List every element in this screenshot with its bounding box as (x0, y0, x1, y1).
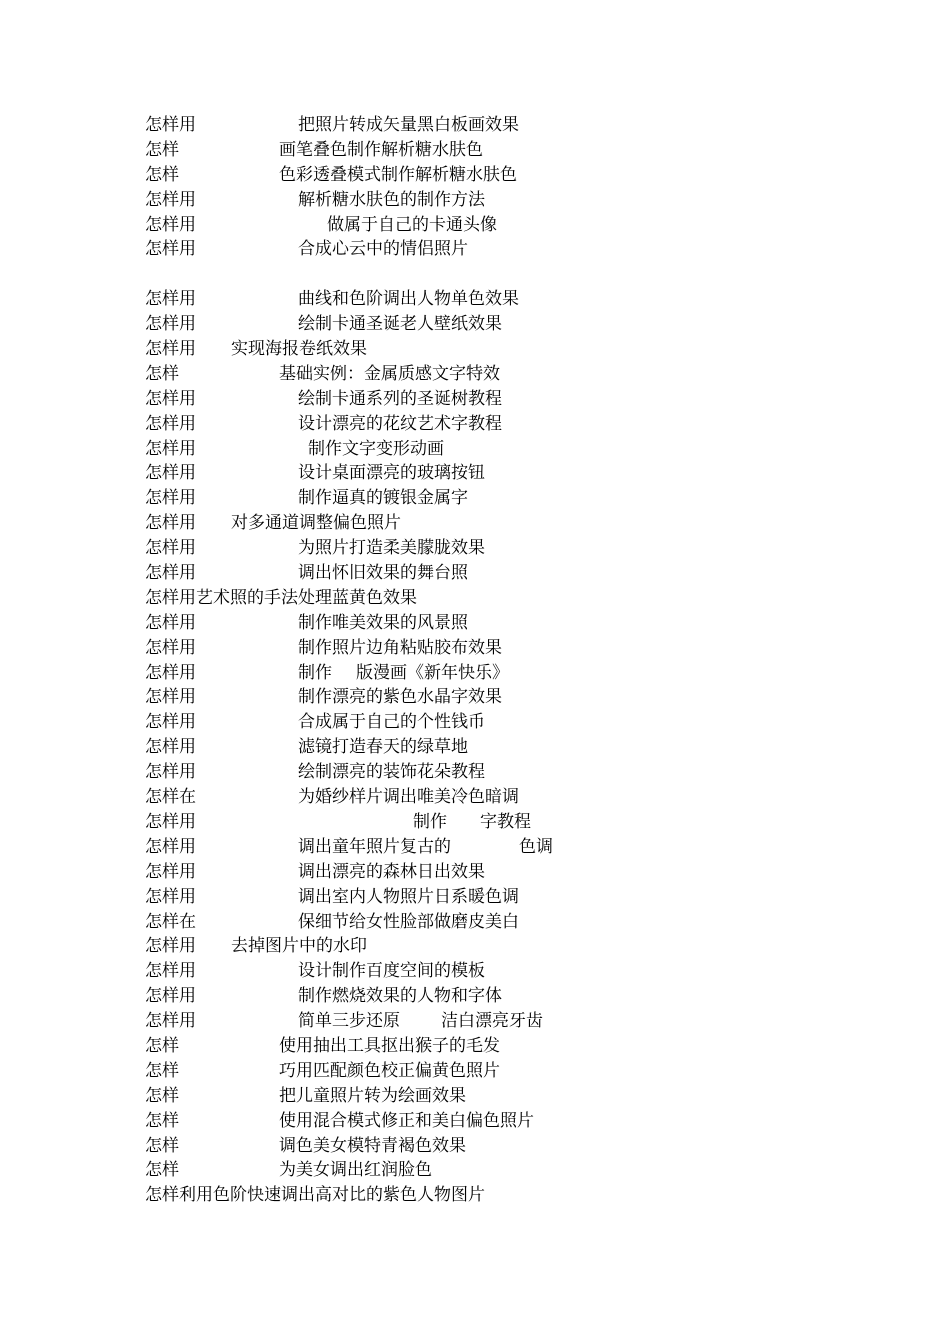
line-title: 调出漂亮的森林日出效果 (298, 861, 485, 882)
line-title: 制作漂亮的紫色水晶字效果 (298, 687, 502, 708)
tutorial-line (145, 1009, 905, 1034)
line-prefix: 怎样利用色阶快速调出高对比的紫色人物图片 (145, 1185, 485, 1206)
line-prefix: 怎样用 (145, 115, 196, 135)
tutorial-line (145, 387, 905, 412)
tutorial-line (145, 511, 905, 536)
tutorial-line (145, 636, 905, 661)
line-title: 对多通道调整偏色照片 (231, 513, 401, 534)
line-title-tail: 洁白漂亮牙齿 (441, 1011, 543, 1032)
line-title: 实现海报卷纸效果 (231, 339, 367, 360)
line-title: 设计桌面漂亮的玻璃按钮 (298, 463, 485, 484)
line-title: 为美女调出红润脸色 (279, 1160, 432, 1181)
tutorial-line (145, 1059, 905, 1084)
tutorial-line (145, 337, 905, 362)
line-title: 解析糖水肤色的制作方法 (298, 189, 485, 210)
line-prefix: 怎样用 (145, 1011, 196, 1032)
tutorial-title-list (145, 113, 905, 1208)
tutorial-line (145, 486, 905, 511)
line-prefix: 怎样用 (145, 289, 196, 310)
line-prefix: 怎样用 (145, 936, 196, 957)
line-title: 绘制卡通系列的圣诞树教程 (298, 388, 502, 409)
line-prefix: 怎样用 (145, 836, 196, 857)
line-title: 使用混合模式修正和美白偏色照片 (279, 1110, 534, 1131)
line-prefix: 怎样用 (145, 538, 196, 559)
tutorial-line (145, 661, 905, 686)
line-title: 制作 (413, 811, 447, 832)
tutorial-line (145, 312, 905, 337)
line-prefix: 怎样用 (145, 513, 196, 534)
tutorial-line (145, 735, 905, 760)
line-prefix: 怎样用 (145, 214, 196, 235)
line-prefix: 怎样用 (145, 339, 196, 360)
tutorial-line (145, 536, 905, 561)
tutorial-line (145, 860, 905, 885)
line-prefix: 怎样用 (145, 563, 196, 584)
line-title: 调出怀旧效果的舞台照 (298, 563, 468, 584)
blank-line (145, 262, 905, 287)
line-title: 色彩透叠模式制作解析糖水肤色 (279, 164, 517, 185)
tutorial-line (145, 835, 905, 860)
line-prefix: 怎样用 (145, 239, 196, 260)
tutorial-line (145, 984, 905, 1009)
line-prefix: 怎样用 (145, 961, 196, 982)
line-title: 去掉图片中的水印 (231, 936, 367, 957)
line-title: 滤镜打造春天的绿草地 (298, 737, 468, 758)
line-title: 合成属于自己的个性钱币 (298, 712, 485, 733)
tutorial-line (145, 885, 905, 910)
line-prefix: 怎样用 (145, 986, 196, 1007)
tutorial-line (145, 437, 905, 462)
line-title: 设计漂亮的花纹艺术字教程 (298, 413, 502, 434)
line-prefix: 怎样用 (145, 463, 196, 484)
line-title: 巧用匹配颜色校正偏黄色照片 (279, 1060, 500, 1081)
line-title: 使用抽出工具抠出猴子的毛发 (279, 1035, 500, 1056)
line-title: 做属于自己的卡通头像 (327, 214, 497, 235)
line-title: 曲线和色阶调出人物单色效果 (298, 289, 519, 310)
line-title: 调出室内人物照片日系暖色调 (298, 886, 519, 907)
line-prefix: 怎样 (145, 1035, 179, 1056)
line-prefix: 怎样用 (145, 737, 196, 758)
tutorial-line (145, 213, 905, 238)
line-prefix: 怎样用 (145, 861, 196, 882)
tutorial-line (145, 959, 905, 984)
line-prefix: 怎样用艺术照的手法处理蓝黄色效果 (145, 587, 417, 608)
line-title: 把儿童照片转为绘画效果 (279, 1085, 466, 1106)
tutorial-line (145, 710, 905, 735)
line-title: 为照片打造柔美朦胧效果 (298, 538, 485, 559)
line-prefix: 怎样用 (145, 388, 196, 409)
tutorial-line (145, 287, 905, 312)
line-title: 制作逼真的镀银金属字 (298, 488, 468, 509)
line-prefix: 怎样用 (145, 637, 196, 658)
line-title: 为婚纱样片调出唯美冷色暗调 (298, 787, 519, 808)
line-prefix: 怎样 (145, 363, 179, 384)
line-prefix: 怎样 (145, 1085, 179, 1106)
tutorial-line (145, 760, 905, 785)
tutorial-line (145, 1134, 905, 1159)
line-title: 调出童年照片复古的 (298, 836, 451, 857)
tutorial-line (145, 188, 905, 213)
line-prefix: 怎样用 (145, 811, 196, 832)
line-title: 制作照片边角粘贴胶布效果 (298, 637, 502, 658)
line-title: 设计制作百度空间的模板 (298, 961, 485, 982)
tutorial-line (145, 412, 905, 437)
line-title: 把照片转成矢量黑白板画效果 (298, 115, 519, 135)
line-prefix: 怎样用 (145, 712, 196, 733)
tutorial-line (145, 138, 905, 163)
line-title-tail: 字教程 (480, 811, 531, 832)
tutorial-line (145, 1158, 905, 1183)
line-title: 保细节给女性脸部做磨皮美白 (298, 911, 519, 932)
line-prefix: 怎样用 (145, 762, 196, 783)
line-prefix: 怎样用 (145, 488, 196, 509)
line-title: 绘制卡通圣诞老人壁纸效果 (298, 314, 502, 335)
line-prefix: 怎样 (145, 1110, 179, 1131)
tutorial-line (145, 785, 905, 810)
tutorial-line (145, 461, 905, 486)
line-prefix: 怎样 (145, 139, 179, 160)
line-title-tail: 版漫画《新年快乐》 (356, 662, 509, 683)
tutorial-line (145, 586, 905, 611)
line-prefix: 怎样 (145, 1135, 179, 1156)
line-prefix: 怎样用 (145, 189, 196, 210)
line-prefix: 怎样 (145, 164, 179, 185)
line-prefix: 怎样用 (145, 662, 196, 683)
line-title: 制作文字变形动画 (308, 438, 444, 459)
line-title: 调色美女模特青褐色效果 (279, 1135, 466, 1156)
tutorial-line (145, 1084, 905, 1109)
line-title: 合成心云中的情侣照片 (298, 239, 468, 260)
line-prefix: 怎样用 (145, 886, 196, 907)
tutorial-line (145, 113, 905, 138)
line-prefix: 怎样在 (145, 911, 196, 932)
line-prefix: 怎样在 (145, 787, 196, 808)
line-title: 基础实例：金属质感文字特效 (279, 363, 500, 384)
line-prefix: 怎样 (145, 1060, 179, 1081)
tutorial-line (145, 1109, 905, 1134)
line-prefix: 怎样用 (145, 438, 196, 459)
tutorial-line (145, 1034, 905, 1059)
tutorial-line (145, 1183, 905, 1208)
line-title-tail: 色调 (519, 836, 553, 857)
line-prefix: 怎样 (145, 1160, 179, 1181)
tutorial-line (145, 910, 905, 935)
tutorial-line (145, 237, 905, 262)
tutorial-line (145, 810, 905, 835)
tutorial-line (145, 362, 905, 387)
line-title: 绘制漂亮的装饰花朵教程 (298, 762, 485, 783)
line-title: 画笔叠色制作解析糖水肤色 (279, 139, 483, 160)
line-prefix: 怎样用 (145, 687, 196, 708)
line-title: 简单三步还原 (298, 1011, 400, 1032)
tutorial-line (145, 611, 905, 636)
line-prefix: 怎样用 (145, 413, 196, 434)
line-prefix: 怎样用 (145, 612, 196, 633)
line-title: 制作 (298, 662, 332, 683)
line-prefix: 怎样用 (145, 314, 196, 335)
tutorial-line (145, 561, 905, 586)
line-title: 制作唯美效果的风景照 (298, 612, 468, 633)
tutorial-line (145, 934, 905, 959)
tutorial-line (145, 163, 905, 188)
line-title: 制作燃烧效果的人物和字体 (298, 986, 502, 1007)
tutorial-line (145, 685, 905, 710)
